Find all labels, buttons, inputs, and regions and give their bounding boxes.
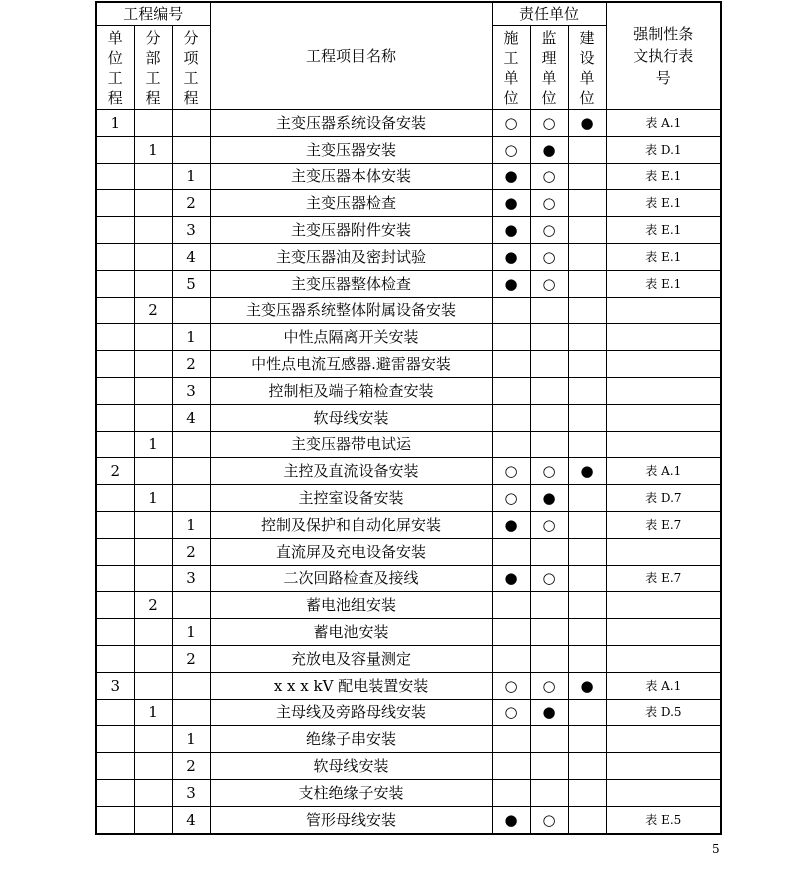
supervision-mark: ○ [530, 190, 568, 217]
mandatory-ref-cell [606, 538, 721, 565]
sub-cell: 2 [134, 297, 172, 324]
header-sub-project-text: 分部工程 [145, 28, 161, 107]
construction-mark [492, 779, 530, 806]
item-cell [172, 431, 210, 458]
header-unit-project [96, 26, 134, 110]
name-cell: 充放电及容量测定 [210, 645, 492, 672]
owner-mark [568, 404, 606, 431]
owner-mark [568, 699, 606, 726]
construction-mark: ● [492, 806, 530, 833]
name-cell: 直流屏及充电设备安装 [210, 538, 492, 565]
table-row [96, 243, 721, 270]
owner-mark [568, 779, 606, 806]
construction-mark: ● [492, 243, 530, 270]
header-supervision [530, 26, 568, 110]
table-row [96, 190, 721, 217]
item-cell: 1 [172, 511, 210, 538]
owner-mark [568, 136, 606, 163]
item-cell: 2 [172, 538, 210, 565]
supervision-mark: ○ [530, 243, 568, 270]
unit-cell [96, 511, 134, 538]
mandatory-ref-cell [606, 404, 721, 431]
sub-cell [134, 538, 172, 565]
table-row [96, 431, 721, 458]
item-cell: 1 [172, 726, 210, 753]
table-row [96, 511, 721, 538]
name-cell: 主控及直流设备安装 [210, 458, 492, 485]
owner-mark [568, 324, 606, 351]
unit-cell [96, 404, 134, 431]
mandatory-ref-cell: 表 E.1 [606, 243, 721, 270]
supervision-mark [530, 324, 568, 351]
mandatory-ref-cell: 表 E.1 [606, 217, 721, 244]
supervision-mark [530, 779, 568, 806]
header-project-name: 工程项目名称 [210, 2, 492, 110]
sub-cell [134, 645, 172, 672]
header-sub-project [134, 26, 172, 110]
item-cell [172, 699, 210, 726]
name-cell: 主变压器安装 [210, 136, 492, 163]
supervision-mark [530, 726, 568, 753]
item-cell [172, 485, 210, 512]
supervision-mark [530, 592, 568, 619]
sub-cell [134, 753, 172, 780]
sub-cell [134, 619, 172, 646]
unit-cell [96, 377, 134, 404]
table-row [96, 136, 721, 163]
name-cell: 绝缘子串安装 [210, 726, 492, 753]
item-cell: 4 [172, 806, 210, 833]
supervision-mark: ○ [530, 672, 568, 699]
unit-cell [96, 753, 134, 780]
name-cell: 二次回路检查及接线 [210, 565, 492, 592]
header-item-project-text: 分项工程 [183, 28, 199, 107]
supervision-mark [530, 538, 568, 565]
table-row [96, 351, 721, 378]
construction-mark [492, 538, 530, 565]
construction-mark [492, 619, 530, 646]
sub-cell [134, 270, 172, 297]
table-row [96, 538, 721, 565]
unit-cell [96, 297, 134, 324]
supervision-mark: ○ [530, 217, 568, 244]
unit-cell [96, 351, 134, 378]
item-cell: 2 [172, 351, 210, 378]
mandatory-ref-cell [606, 726, 721, 753]
table-row [96, 110, 721, 137]
sub-cell: 1 [134, 431, 172, 458]
construction-mark [492, 404, 530, 431]
sub-cell [134, 351, 172, 378]
mandatory-ref-cell [606, 431, 721, 458]
mandatory-ref-cell: 表 D.1 [606, 136, 721, 163]
header-construction-text: 施工单位 [503, 28, 519, 107]
mandatory-ref-cell: 表 E.1 [606, 190, 721, 217]
sub-cell [134, 511, 172, 538]
owner-mark [568, 351, 606, 378]
table-row [96, 485, 721, 512]
construction-mark: ● [492, 511, 530, 538]
name-cell: 主变压器附件安装 [210, 217, 492, 244]
supervision-mark: ● [530, 699, 568, 726]
construction-mark: ○ [492, 672, 530, 699]
name-cell: 管形母线安装 [210, 806, 492, 833]
supervision-mark: ○ [530, 270, 568, 297]
supervision-mark [530, 404, 568, 431]
unit-cell [96, 645, 134, 672]
project-division-table [95, 1, 722, 835]
table-row [96, 672, 721, 699]
construction-mark [492, 592, 530, 619]
owner-mark [568, 592, 606, 619]
header-owner [568, 26, 606, 110]
page-number: 5 [712, 842, 720, 856]
unit-cell: 1 [96, 110, 134, 137]
mandatory-ref-cell: 表 A.1 [606, 672, 721, 699]
table-row [96, 565, 721, 592]
construction-mark [492, 324, 530, 351]
owner-mark [568, 377, 606, 404]
mandatory-ref-cell [606, 592, 721, 619]
item-cell: 5 [172, 270, 210, 297]
table-row [96, 324, 721, 351]
mandatory-ref-cell: 表 A.1 [606, 110, 721, 137]
item-cell [172, 672, 210, 699]
sub-cell [134, 458, 172, 485]
unit-cell [96, 324, 134, 351]
table-row [96, 753, 721, 780]
name-cell: 控制及保护和自动化屏安装 [210, 511, 492, 538]
sub-cell [134, 806, 172, 833]
construction-mark [492, 351, 530, 378]
item-cell [172, 136, 210, 163]
supervision-mark: ○ [530, 163, 568, 190]
owner-mark [568, 806, 606, 833]
construction-mark: ○ [492, 458, 530, 485]
owner-mark [568, 538, 606, 565]
name-cell: 支柱绝缘子安装 [210, 779, 492, 806]
construction-mark: ● [492, 190, 530, 217]
supervision-mark [530, 619, 568, 646]
name-cell: 主变压器本体安装 [210, 163, 492, 190]
supervision-mark: ○ [530, 565, 568, 592]
mandatory-ref-cell [606, 377, 721, 404]
sub-cell: 2 [134, 592, 172, 619]
sub-cell [134, 217, 172, 244]
item-cell: 1 [172, 324, 210, 351]
construction-mark [492, 431, 530, 458]
construction-mark: ● [492, 270, 530, 297]
sub-cell [134, 110, 172, 137]
item-cell: 1 [172, 163, 210, 190]
unit-cell [96, 726, 134, 753]
name-cell: 软母线安装 [210, 753, 492, 780]
name-cell: 主变压器检查 [210, 190, 492, 217]
supervision-mark [530, 753, 568, 780]
owner-mark [568, 431, 606, 458]
header-group-code: 工程编号 [96, 2, 210, 26]
item-cell: 2 [172, 190, 210, 217]
supervision-mark [530, 431, 568, 458]
name-cell: 软母线安装 [210, 404, 492, 431]
name-cell: 主变压器带电试运 [210, 431, 492, 458]
name-cell: x x x kV 配电装置安装 [210, 672, 492, 699]
owner-mark [568, 645, 606, 672]
construction-mark [492, 726, 530, 753]
table-row [96, 619, 721, 646]
mandatory-ref-cell: 表 E.1 [606, 163, 721, 190]
construction-mark: ○ [492, 110, 530, 137]
table-row [96, 806, 721, 833]
item-cell: 4 [172, 243, 210, 270]
unit-cell [96, 431, 134, 458]
sub-cell: 1 [134, 485, 172, 512]
sub-cell [134, 243, 172, 270]
owner-mark [568, 511, 606, 538]
owner-mark: ● [568, 672, 606, 699]
table-row [96, 458, 721, 485]
item-cell: 3 [172, 217, 210, 244]
sub-cell: 1 [134, 699, 172, 726]
table-row [96, 297, 721, 324]
owner-mark [568, 565, 606, 592]
header-responsibility: 责任单位 [492, 2, 606, 26]
item-cell [172, 592, 210, 619]
unit-cell [96, 806, 134, 833]
owner-mark [568, 619, 606, 646]
table-row [96, 699, 721, 726]
name-cell: 主控室设备安装 [210, 485, 492, 512]
header-construction [492, 26, 530, 110]
unit-cell [96, 565, 134, 592]
owner-mark [568, 190, 606, 217]
table-row [96, 592, 721, 619]
sub-cell [134, 672, 172, 699]
mandatory-ref-cell [606, 645, 721, 672]
supervision-mark: ○ [530, 806, 568, 833]
item-cell: 2 [172, 753, 210, 780]
item-cell: 1 [172, 619, 210, 646]
construction-mark [492, 753, 530, 780]
table-row [96, 163, 721, 190]
item-cell: 3 [172, 377, 210, 404]
name-cell: 中性点电流互感器.避雷器安装 [210, 351, 492, 378]
sub-cell [134, 377, 172, 404]
table-row [96, 377, 721, 404]
supervision-mark: ● [530, 485, 568, 512]
supervision-mark [530, 377, 568, 404]
header-item-project [172, 26, 210, 110]
item-cell: 4 [172, 404, 210, 431]
name-cell: 主变压器油及密封试验 [210, 243, 492, 270]
sub-cell [134, 190, 172, 217]
mandatory-ref-cell: 表 E.1 [606, 270, 721, 297]
owner-mark: ● [568, 458, 606, 485]
unit-cell [96, 217, 134, 244]
mandatory-ref-cell: 表 A.1 [606, 458, 721, 485]
owner-mark: ● [568, 110, 606, 137]
mandatory-ref-cell [606, 753, 721, 780]
construction-mark: ○ [492, 699, 530, 726]
sub-cell: 1 [134, 136, 172, 163]
owner-mark [568, 753, 606, 780]
sub-cell [134, 163, 172, 190]
item-cell: 3 [172, 565, 210, 592]
header-unit-project-text: 单位工程 [107, 28, 123, 107]
construction-mark [492, 297, 530, 324]
owner-mark [568, 297, 606, 324]
name-cell: 主变压器系统设备安装 [210, 110, 492, 137]
sub-cell [134, 404, 172, 431]
construction-mark: ● [492, 163, 530, 190]
owner-mark [568, 163, 606, 190]
supervision-mark [530, 351, 568, 378]
supervision-mark: ○ [530, 458, 568, 485]
item-cell [172, 458, 210, 485]
mandatory-ref-cell: 表 D.7 [606, 485, 721, 512]
item-cell [172, 110, 210, 137]
supervision-mark: ○ [530, 110, 568, 137]
sub-cell [134, 779, 172, 806]
mandatory-ref-cell: 表 D.5 [606, 699, 721, 726]
sub-cell [134, 726, 172, 753]
supervision-mark: ○ [530, 511, 568, 538]
name-cell: 主母线及旁路母线安装 [210, 699, 492, 726]
unit-cell [96, 538, 134, 565]
mandatory-ref-cell: 表 E.7 [606, 565, 721, 592]
construction-mark: ○ [492, 485, 530, 512]
unit-cell [96, 619, 134, 646]
mandatory-ref-cell [606, 779, 721, 806]
mandatory-ref-cell [606, 324, 721, 351]
unit-cell [96, 163, 134, 190]
owner-mark [568, 270, 606, 297]
unit-cell [96, 136, 134, 163]
name-cell: 主变压器系统整体附属设备安装 [210, 297, 492, 324]
table-row [96, 726, 721, 753]
mandatory-ref-cell: 表 E.5 [606, 806, 721, 833]
header-owner-text: 建设单位 [579, 28, 595, 107]
construction-mark [492, 377, 530, 404]
mandatory-ref-cell [606, 297, 721, 324]
name-cell: 主变压器整体检查 [210, 270, 492, 297]
table-row [96, 217, 721, 244]
item-cell [172, 297, 210, 324]
table-row [96, 270, 721, 297]
supervision-mark: ● [530, 136, 568, 163]
item-cell: 3 [172, 779, 210, 806]
unit-cell [96, 592, 134, 619]
unit-cell [96, 190, 134, 217]
sub-cell [134, 565, 172, 592]
mandatory-ref-cell [606, 351, 721, 378]
item-cell: 2 [172, 645, 210, 672]
owner-mark [568, 485, 606, 512]
owner-mark [568, 243, 606, 270]
construction-mark: ● [492, 217, 530, 244]
name-cell: 蓄电池安装 [210, 619, 492, 646]
name-cell: 中性点隔离开关安装 [210, 324, 492, 351]
unit-cell [96, 270, 134, 297]
mandatory-ref-cell: 表 E.7 [606, 511, 721, 538]
construction-mark: ○ [492, 136, 530, 163]
name-cell: 蓄电池组安装 [210, 592, 492, 619]
mandatory-ref-cell [606, 619, 721, 646]
unit-cell [96, 699, 134, 726]
table-row [96, 404, 721, 431]
name-cell: 控制柜及端子箱检查安装 [210, 377, 492, 404]
unit-cell: 3 [96, 672, 134, 699]
unit-cell: 2 [96, 458, 134, 485]
unit-cell [96, 485, 134, 512]
owner-mark [568, 217, 606, 244]
unit-cell [96, 779, 134, 806]
header-supervision-text: 监理单位 [541, 28, 557, 107]
construction-mark [492, 645, 530, 672]
header-mandatory-table [606, 2, 721, 110]
supervision-mark [530, 645, 568, 672]
table-row [96, 779, 721, 806]
unit-cell [96, 243, 134, 270]
construction-mark: ● [492, 565, 530, 592]
owner-mark [568, 726, 606, 753]
table-row [96, 645, 721, 672]
header-mandatory-table-text: 强制性条文执行表号 [633, 25, 694, 87]
supervision-mark [530, 297, 568, 324]
sub-cell [134, 324, 172, 351]
